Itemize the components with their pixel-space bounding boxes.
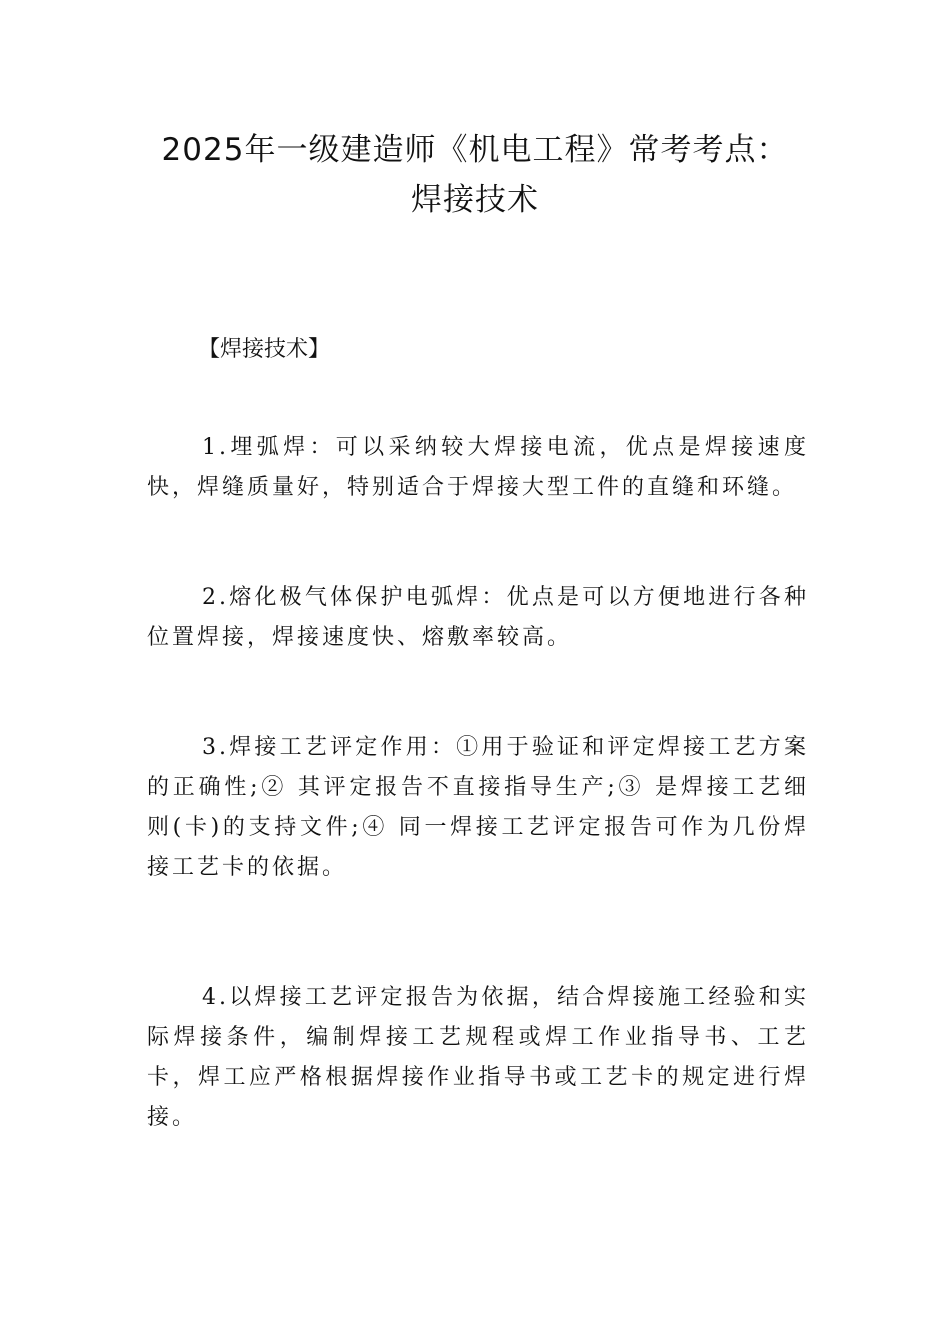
document-title-line-1: 2025年一级建造师《机电工程》常考考点：: [161, 132, 789, 168]
paragraph-1: 1.埋弧焊：可以采纳较大焊接电流，优点是焊接速度快，焊缝质量好，特别适合于焊接大型工件的直缝和环缝。: [147, 435, 809, 500]
section-heading: 【焊接技术】: [198, 337, 331, 362]
paragraph-2: 2.熔化极气体保护电弧焊：优点是可以方便地进行各种位置焊接，焊接速度快、熔敷率较高。: [147, 585, 809, 650]
paragraph-3: 3.焊接工艺评定作用：①用于验证和评定焊接工艺方案的正确性;② 其评定报告不直接指导生产;③ 是焊接工艺细则(卡)的支持文件;④ 同一焊接工艺评定报告可作为几份焊接工艺卡的依据。: [147, 735, 809, 880]
paragraph-4: 4.以焊接工艺评定报告为依据，结合焊接施工经验和实际焊接条件，编制焊接工艺规程或焊工作业指导书、工艺卡，焊工应严格根据焊接作业指导书或工艺卡的规定进行焊接。: [147, 985, 809, 1130]
document-title-line-2: 焊接技术: [411, 182, 539, 218]
